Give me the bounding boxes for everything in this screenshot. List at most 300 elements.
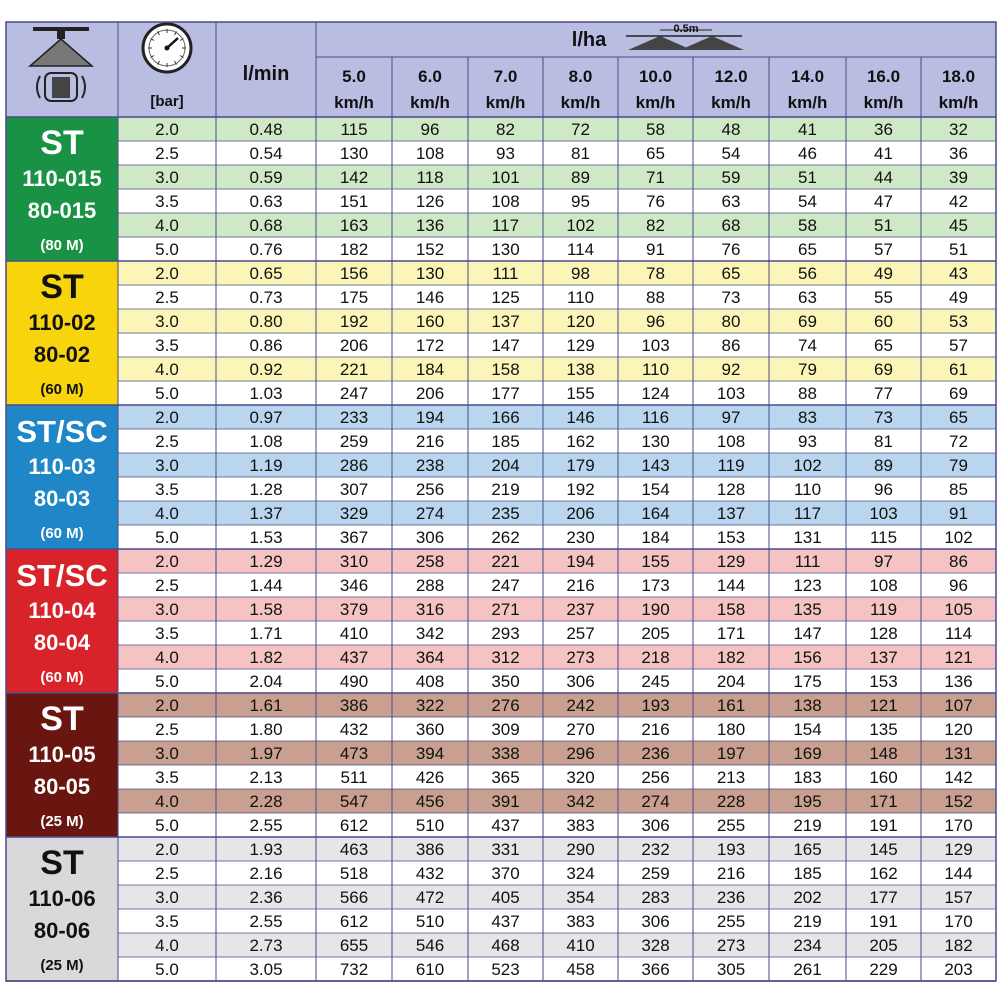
rate-cell: 48 [721,120,741,139]
nozzle-height-note: (60 M) [40,669,84,686]
pressure-cell: 4.0 [155,504,179,523]
rate-cell: 169 [793,744,822,763]
rate-cell: 193 [641,696,670,715]
pressure-cell: 2.5 [155,864,179,883]
nozzle-series-title: ST [40,268,84,306]
rate-cell: 121 [869,696,898,715]
flow-cell: 1.37 [249,504,283,523]
rate-cell: 612 [339,912,369,931]
pressure-cell: 3.5 [155,912,179,931]
rate-cell: 129 [944,840,973,859]
rate-cell: 193 [716,840,746,859]
rate-cell: 131 [944,744,973,763]
rate-cell: 221 [339,360,369,379]
rate-cell: 173 [641,576,670,595]
flow-cell: 1.44 [249,576,283,595]
rate-cell: 60 [874,312,893,331]
rate-cell: 206 [339,336,369,355]
rate-cell: 204 [716,672,746,691]
rate-cell: 383 [566,912,595,931]
rate-cell: 175 [339,288,369,307]
rate-cell: 350 [491,672,520,691]
rate-cell: 96 [646,312,665,331]
nozzle-series-title: ST [40,124,84,162]
rate-cell: 115 [869,528,898,547]
rate-cell: 306 [641,912,670,931]
rate-cell: 65 [874,336,893,355]
rate-cell: 129 [716,552,746,571]
rate-cell: 154 [793,720,822,739]
rate-cell: 262 [491,528,520,547]
rate-cell: 61 [949,360,968,379]
rate-cell: 236 [716,888,746,907]
rate-cell: 81 [571,144,590,163]
rate-cell: 306 [566,672,595,691]
nozzle-height-note: (60 M) [40,525,84,542]
rate-cell: 49 [874,264,893,283]
rate-cell: 324 [566,864,595,883]
rate-cell: 306 [641,816,670,835]
nozzle-height-note: (25 M) [40,813,84,830]
flow-unit-label: l/min [242,63,290,85]
rate-cell: 110 [793,480,822,499]
rate-cell: 53 [949,312,968,331]
rate-cell: 96 [420,120,440,139]
nozzle-code-110: 110-05 [28,742,96,767]
rate-cell: 468 [491,936,520,955]
rate-cell: 124 [641,384,670,403]
rate-cell: 261 [793,960,822,979]
pressure-cell: 5.0 [155,672,179,691]
rate-cell: 386 [415,840,445,859]
flow-cell: 1.28 [249,480,283,499]
rate-cell: 156 [339,264,369,283]
rate-cell: 65 [646,144,665,163]
rate-cell: 510 [415,816,445,835]
rate-cell: 255 [716,816,746,835]
rate-cell: 93 [798,432,817,451]
rate-cell: 160 [869,768,898,787]
rate-cell: 155 [641,552,670,571]
speed-header: 14.0 [790,67,825,86]
rate-cell: 89 [874,456,893,475]
rate-cell: 182 [339,240,369,259]
rate-cell: 310 [339,552,369,571]
rate-cell: 44 [874,168,893,187]
rate-cell: 437 [491,912,520,931]
rate-cell: 518 [339,864,369,883]
rate-cell: 144 [944,864,973,883]
rate-cell: 121 [944,648,973,667]
rate-cell: 73 [721,288,741,307]
flow-cell: 0.65 [249,264,283,283]
flow-cell: 1.82 [249,648,283,667]
rate-cell: 130 [415,264,445,283]
rate-cell: 221 [491,552,520,571]
pressure-cell: 4.0 [155,792,179,811]
rate-cell: 128 [716,480,746,499]
rate-cell: 148 [869,744,898,763]
rate-cell: 101 [491,168,520,187]
rate-cell: 190 [641,600,670,619]
rate-cell: 58 [798,216,817,235]
rate-cell: 69 [949,384,968,403]
rate-cell: 523 [491,960,520,979]
pressure-cell: 5.0 [155,816,179,835]
rate-cell: 74 [798,336,817,355]
rate-cell: 119 [869,600,898,619]
rate-cell: 81 [874,432,893,451]
rate-cell: 276 [491,696,520,715]
rate-cell: 172 [415,336,445,355]
nozzle-code-80: 80-03 [33,486,91,511]
pressure-cell: 3.5 [155,336,179,355]
rate-cell: 312 [491,648,520,667]
rate-cell: 147 [491,336,520,355]
rate-cell: 165 [793,840,822,859]
rate-cell: 137 [716,504,746,523]
rate-cell: 46 [798,144,817,163]
speed-unit: km/h [711,93,751,112]
pressure-cell: 3.0 [155,312,179,331]
rate-cell: 110 [566,288,595,307]
rate-cell: 156 [793,648,822,667]
rate-cell: 194 [415,408,445,427]
pressure-cell: 2.0 [155,840,179,859]
rate-cell: 72 [949,432,968,451]
rate-cell: 274 [641,792,670,811]
rate-cell: 42 [949,192,968,211]
rate-cell: 383 [566,816,595,835]
rate-cell: 51 [949,240,968,259]
rate-cell: 158 [491,360,520,379]
rate-cell: 305 [716,960,746,979]
rate-cell: 379 [339,600,369,619]
flow-cell: 2.04 [249,672,283,691]
flow-cell: 1.08 [249,432,283,451]
rate-cell: 182 [944,936,973,955]
rate-cell: 194 [566,552,595,571]
rate-cell: 115 [340,120,368,139]
rate-cell: 456 [415,792,445,811]
rate-cell: 259 [641,864,670,883]
rate-cell: 135 [793,600,822,619]
flow-cell: 2.55 [249,912,283,931]
rate-cell: 45 [949,216,968,235]
rate-cell: 247 [491,576,520,595]
rate-cell: 184 [415,360,445,379]
pressure-cell: 2.0 [155,264,179,283]
rate-cell: 162 [566,432,595,451]
rate-cell: 85 [949,480,968,499]
rate-cell: 98 [571,264,590,283]
flow-cell: 1.97 [249,744,283,763]
rate-cell: 39 [949,168,968,187]
rate-cell: 142 [339,168,369,187]
rate-cell: 320 [566,768,595,787]
rate-cell: 510 [415,912,445,931]
rate-cell: 257 [566,624,595,643]
nozzle-code-110: 110-02 [28,310,96,335]
nozzle-height-note: (25 M) [40,957,84,974]
pressure-cell: 5.0 [155,384,179,403]
rate-cell: 732 [339,960,369,979]
rate-cell: 179 [566,456,595,475]
rate-cell: 216 [566,576,595,595]
rate-cell: 391 [491,792,520,811]
rate-cell: 204 [491,456,520,475]
rate-cell: 136 [415,216,445,235]
rate-cell: 408 [415,672,445,691]
rate-cell: 51 [798,168,817,187]
rate-cell: 370 [491,864,520,883]
rate-cell: 205 [869,936,898,955]
rate-cell: 65 [721,264,741,283]
rate-cell: 146 [566,408,595,427]
rate-cell: 92 [721,360,741,379]
rate-cell: 228 [716,792,746,811]
flow-cell: 1.03 [249,384,283,403]
rate-cell: 177 [491,384,520,403]
rate-cell: 195 [793,792,822,811]
rate-cell: 143 [641,456,670,475]
rate-cell: 161 [716,696,746,715]
pressure-cell: 2.0 [155,696,179,715]
nozzle-series-title: ST/SC [16,558,108,593]
rate-cell: 117 [793,504,822,523]
flow-cell: 2.13 [249,768,283,787]
rate-cell: 426 [415,768,445,787]
pressure-cell: 4.0 [155,216,179,235]
flow-cell: 0.63 [249,192,283,211]
rate-cell: 63 [798,288,817,307]
rate-cell: 234 [793,936,822,955]
rate-cell: 219 [491,480,520,499]
flow-cell: 2.73 [249,936,283,955]
rate-cell: 205 [641,624,670,643]
rate-cell: 65 [949,408,968,427]
nozzle-series-title: ST [40,700,84,738]
flow-cell: 0.59 [249,168,283,187]
rate-cell: 97 [874,552,893,571]
rate-cell: 57 [874,240,893,259]
rate-cell: 137 [491,312,520,331]
rate-cell: 91 [949,504,968,523]
rate-cell: 32 [949,120,968,139]
rate-cell: 116 [641,408,670,427]
nozzle-code-110: 110-04 [28,598,96,623]
rate-cell: 118 [416,168,444,187]
rate-cell: 86 [721,336,741,355]
pressure-cell: 3.0 [155,168,179,187]
flow-cell: 0.68 [249,216,283,235]
flow-cell: 2.36 [249,888,283,907]
pressure-cell: 4.0 [155,360,179,379]
rate-cell: 131 [793,528,822,547]
rate-cell: 111 [794,552,821,571]
rate-cell: 88 [798,384,817,403]
rate-cell: 180 [716,720,746,739]
flow-cell: 0.54 [249,144,283,163]
rate-cell: 242 [566,696,595,715]
rate-cell: 138 [566,360,595,379]
rate-cell: 386 [339,696,369,715]
rate-cell: 89 [571,168,590,187]
speed-unit: km/h [863,93,904,112]
flow-cell: 0.97 [249,408,283,427]
nozzle-code-80: 80-02 [33,342,91,367]
rate-cell: 219 [793,912,822,931]
rate-cell: 191 [869,912,898,931]
spacing-label: 0.5m [673,23,699,35]
rate-cell: 410 [566,936,595,955]
rate-cell: 237 [566,600,595,619]
rate-cell: 137 [869,648,898,667]
rate-cell: 296 [566,744,595,763]
rate-cell: 247 [339,384,369,403]
rate-cell: 152 [944,792,973,811]
speed-unit: km/h [334,93,374,112]
pressure-cell: 2.5 [155,432,179,451]
rate-cell: 258 [415,552,445,571]
rate-cell: 54 [798,192,817,211]
rate-cell: 164 [641,504,670,523]
rate-cell: 36 [949,144,968,163]
pressure-cell: 3.0 [155,456,179,475]
rate-cell: 197 [716,744,746,763]
pressure-cell: 3.0 [155,600,179,619]
rate-cell: 145 [869,840,898,859]
rate-cell: 55 [874,288,893,307]
flow-cell: 0.92 [249,360,283,379]
nozzle-code-80: 80-05 [33,774,91,799]
flow-cell: 1.80 [249,720,283,739]
rate-cell: 216 [641,720,670,739]
rate-cell: 138 [793,696,822,715]
rate-cell: 120 [566,312,595,331]
rate-cell: 117 [491,216,520,235]
rate-cell: 202 [793,888,822,907]
rate-cell: 366 [641,960,670,979]
rate-cell: 91 [646,240,665,259]
speed-unit: km/h [410,93,450,112]
rate-cell: 364 [415,648,445,667]
rate-cell: 59 [721,168,741,187]
rate-cell: 566 [339,888,369,907]
rate-unit-label: l/ha [571,29,607,51]
rate-cell: 192 [339,312,369,331]
rate-cell: 58 [646,120,665,139]
rate-cell: 102 [566,216,595,235]
flow-cell: 0.86 [249,336,283,355]
rate-cell: 546 [415,936,445,955]
rate-cell: 405 [491,888,520,907]
speed-unit: km/h [938,93,979,112]
pressure-unit-label: [bar] [150,93,184,110]
speed-header: 16.0 [866,67,901,86]
rate-cell: 103 [716,384,746,403]
rate-cell: 185 [793,864,822,883]
speed-unit: km/h [485,93,526,112]
rate-cell: 230 [566,528,595,547]
rate-cell: 192 [566,480,595,499]
rate-cell: 119 [717,456,745,475]
speed-header: 8.0 [568,67,593,86]
rate-cell: 130 [491,240,520,259]
rate-cell: 153 [716,528,746,547]
rate-cell: 232 [641,840,670,859]
rate-cell: 110 [641,360,670,379]
nozzle-series-title: ST [40,844,84,882]
pressure-cell: 3.0 [155,744,179,763]
rate-cell: 76 [721,240,741,259]
rate-cell: 203 [944,960,973,979]
rate-cell: 130 [339,144,369,163]
rate-cell: 185 [491,432,520,451]
pressure-cell: 2.0 [155,408,179,427]
rate-cell: 36 [874,120,893,139]
rate-cell: 95 [571,192,590,211]
rate-cell: 157 [944,888,973,907]
rate-cell: 213 [716,768,746,787]
nozzle-code-110: 110-03 [28,454,96,479]
rate-cell: 120 [944,720,973,739]
pressure-cell: 2.0 [155,552,179,571]
flow-cell: 1.53 [249,528,283,547]
rate-cell: 170 [944,912,973,931]
flow-cell: 2.16 [249,864,283,883]
rate-cell: 233 [339,408,369,427]
rate-cell: 288 [415,576,445,595]
rate-cell: 216 [415,432,445,451]
pressure-cell: 2.0 [155,120,179,139]
rate-cell: 79 [949,456,968,475]
speed-header: 7.0 [493,67,518,86]
rate-cell: 306 [415,528,445,547]
rate-cell: 191 [869,816,898,835]
speed-header: 6.0 [418,67,442,86]
rate-cell: 328 [641,936,670,955]
pressure-cell: 2.5 [155,288,179,307]
speed-header: 5.0 [342,67,366,86]
rate-cell: 65 [798,240,817,259]
flow-cell: 3.05 [249,960,283,979]
flow-cell: 0.48 [249,120,283,139]
rate-cell: 255 [716,912,746,931]
rate-cell: 108 [491,192,520,211]
rate-cell: 286 [339,456,369,475]
rate-cell: 206 [566,504,595,523]
rate-cell: 360 [415,720,445,739]
speed-header: 18.0 [941,67,976,86]
rate-cell: 71 [646,168,665,187]
rate-cell: 146 [415,288,445,307]
speed-header: 10.0 [638,67,673,86]
rate-cell: 342 [415,624,445,643]
flow-cell: 1.58 [249,600,283,619]
flow-cell: 0.73 [249,288,283,307]
rate-cell: 290 [566,840,595,859]
rate-cell: 309 [491,720,520,739]
rate-cell: 184 [641,528,670,547]
pressure-cell: 5.0 [155,528,179,547]
rate-cell: 256 [415,480,445,499]
rate-cell: 57 [949,336,968,355]
rate-cell: 63 [721,192,741,211]
rate-cell: 151 [339,192,369,211]
rate-cell: 69 [798,312,817,331]
flow-cell: 0.76 [249,240,283,259]
